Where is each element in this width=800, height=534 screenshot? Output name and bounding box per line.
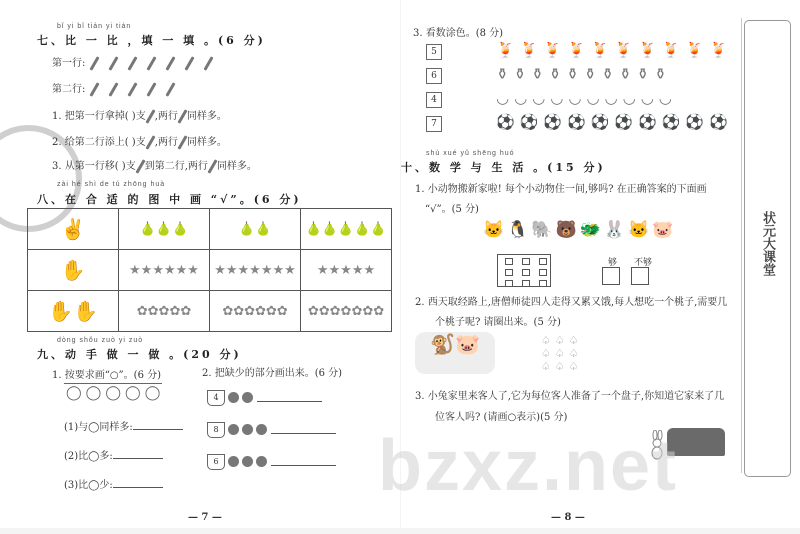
basket-number: 6 xyxy=(207,454,225,470)
q-text: (2)比 xyxy=(64,451,89,462)
row2-label: 第二行: xyxy=(52,84,86,95)
basket-number: 8 xyxy=(207,422,225,438)
grid-cell[interactable]: ★★★★★ xyxy=(301,250,392,291)
not-enough-checkbox[interactable] xyxy=(631,267,649,285)
count-box: 6 xyxy=(426,68,442,84)
colorable-icons-row[interactable]: 🍹🍹🍹🍹🍹🍹🍹🍹🍹🍹 xyxy=(496,41,733,59)
grid-cell[interactable]: ✿✿✿✿✿✿ xyxy=(210,291,301,332)
s9-q1: 1. 按要求画“○”。(6 分) xyxy=(52,370,162,381)
pencil-icon xyxy=(109,56,119,70)
answer-blank[interactable] xyxy=(271,455,336,466)
apple-icon xyxy=(228,456,239,467)
pencil-icon xyxy=(128,56,138,70)
grid-cell[interactable]: 🍐🍐🍐 xyxy=(119,209,210,250)
grid-row xyxy=(28,209,392,250)
answer-blank[interactable] xyxy=(133,419,183,430)
lantern-icon: ◯ xyxy=(66,385,86,401)
q-text: (1)与 xyxy=(64,422,89,433)
pencil-icon xyxy=(185,56,195,70)
s9-title: 九、动 手 做 一 做 。(20 分) xyxy=(37,348,242,361)
s9-q1c xyxy=(64,476,163,491)
lantern-icon: ◯ xyxy=(85,385,106,401)
hand-icon: ✋ xyxy=(28,250,119,291)
q-text: 同样多。 xyxy=(186,111,227,122)
count-box: 4 xyxy=(426,92,442,108)
lantern-row xyxy=(66,385,164,401)
s10-q2b: 个桃子呢? 请圈出来。(5 分) xyxy=(435,317,561,328)
grid-cell[interactable]: ★★★★★★★ xyxy=(210,250,301,291)
peaches-illustration: ♤♤♤ ♤♤♤ ♤♤♤ xyxy=(541,334,583,373)
enough-label: 够 xyxy=(608,258,618,268)
basket-item xyxy=(207,419,336,438)
s10-q2: 2. 西天取经路上,唐僧师徒四人走得又累又饿,每人想吃一个桃子,需要几 xyxy=(415,297,728,308)
pencil-icon xyxy=(109,82,119,96)
animals-illustration: 🐱🐧🐘🐻🐲🐰🐱🐷 xyxy=(483,220,677,240)
grid-cell[interactable]: 🍐🍐 xyxy=(210,209,301,250)
color-title: 3. 看数涂色。(8 分) xyxy=(413,28,504,39)
s9-pinyin: dòng shǒu zuò yi zuò xyxy=(57,337,144,344)
s7-q1 xyxy=(52,107,227,124)
left-page xyxy=(0,0,400,528)
count-box: 5 xyxy=(426,44,442,60)
q-text: ,两行 xyxy=(154,111,178,122)
colorable-icons-row[interactable]: ⚽⚽⚽⚽⚽⚽⚽⚽⚽⚽ xyxy=(496,113,733,131)
brand-logo: 状元大课堂 xyxy=(760,211,775,276)
colorable-icons-row[interactable]: ⚱⚱⚱⚱⚱⚱⚱⚱⚱⚱ xyxy=(496,65,672,83)
s7-title: 七、比 一 比 ，填 一 填 。(6 分) xyxy=(37,34,266,47)
q-text: 到第二行,两行 xyxy=(144,161,208,172)
s8-title: 八、在 合 适 的 图 中 画 “√”。(6 分) xyxy=(37,193,302,206)
pencil-icon xyxy=(128,82,138,96)
apple-icon xyxy=(242,456,253,467)
q-text: 3. 从第一行移( )支 xyxy=(52,161,136,172)
s10-q1: 1. 小动物搬新家啦! 每个小动物住一间,够吗? 在正确答案的下面画 xyxy=(415,184,707,195)
lantern-icon: ◯ xyxy=(105,385,126,401)
q-text: 同样多。 xyxy=(216,161,257,172)
q-text: 同样多: xyxy=(99,422,133,433)
side-panel xyxy=(744,20,791,477)
grid-row xyxy=(28,291,392,332)
check-grid xyxy=(27,208,392,332)
q-text: 2. 给第二行添上( )支 xyxy=(52,137,146,148)
house-rooms xyxy=(497,254,551,287)
grid-cell[interactable]: ✿✿✿✿✿✿✿ xyxy=(301,291,392,332)
row1 xyxy=(52,54,218,71)
grid-row xyxy=(28,250,392,291)
q-text: 1. 把第一行拿掉( )支 xyxy=(52,111,146,122)
pencil-icon xyxy=(166,82,176,96)
pencil-icon xyxy=(90,56,100,70)
lantern-icon: ◯ xyxy=(88,422,100,433)
s10-title: 十、数 学 与 生 活 。(15 分) xyxy=(401,161,606,174)
apple-icon xyxy=(242,424,253,435)
q-text: 少: xyxy=(99,480,113,491)
s7-q2 xyxy=(52,133,227,150)
not-enough-label: 不够 xyxy=(634,258,653,268)
apple-icon xyxy=(228,424,239,435)
pilgrims-illustration: 🐒🐷 xyxy=(415,332,495,374)
s8-pinyin: zài hé shì de tú zhōng huà xyxy=(57,181,166,188)
apple-icon xyxy=(242,392,253,403)
basket-item xyxy=(207,451,336,470)
apple-icon xyxy=(256,456,267,467)
basket-item xyxy=(207,387,322,406)
lantern-icon: ◯ xyxy=(88,480,100,491)
answer-blank[interactable] xyxy=(271,423,336,434)
s9-q1b xyxy=(64,447,163,462)
pencil-icon xyxy=(147,56,157,70)
watermark: bzxz.net xyxy=(378,426,679,506)
s10-q1b: “√”。(5 分) xyxy=(425,204,479,215)
answer-blank[interactable] xyxy=(257,391,322,402)
s7-pinyin: bǐ yi bǐ tián yi tián xyxy=(57,23,132,30)
s7-q3 xyxy=(52,157,257,174)
s10-q3b: 位客人吗? (请画○表示)(5 分) xyxy=(435,412,568,423)
s10-pinyin: shù xué yǔ shēng huó xyxy=(426,150,515,157)
pencil-icon xyxy=(204,56,214,70)
lantern-string xyxy=(64,383,162,384)
hand-icon: ✌ xyxy=(28,209,119,250)
colorable-icons-row[interactable]: ◡◡◡◡◡◡◡◡◡◡ xyxy=(496,89,677,107)
apple-icon xyxy=(228,392,239,403)
answer-blank[interactable] xyxy=(113,448,163,459)
lantern-icon: ◯ xyxy=(144,385,165,401)
binding-line xyxy=(741,18,742,473)
grid-cell[interactable]: ✿✿✿✿✿ xyxy=(119,291,210,332)
lantern-icon: ◯ xyxy=(88,451,100,462)
pencil-icon-row xyxy=(85,58,218,69)
lantern-icon: ◯ xyxy=(125,385,145,401)
q-text: ,两行 xyxy=(154,137,178,148)
pencil-icon xyxy=(166,56,176,70)
grid-cell[interactable]: ★★★★★★ xyxy=(119,250,210,291)
count-box: 7 xyxy=(426,116,442,132)
q-text: 多: xyxy=(99,451,113,462)
s10-q3: 3. 小兔家里来客人了,它为每位客人准备了一个盘子,你知道它家来了几 xyxy=(415,391,725,402)
enough-checkbox[interactable] xyxy=(602,267,620,285)
pencil-icon xyxy=(90,82,100,96)
q-text: (3)比 xyxy=(64,480,89,491)
s9-q1a xyxy=(64,418,183,433)
q-text: 同样多。 xyxy=(186,137,227,148)
answer-blank[interactable] xyxy=(113,477,163,488)
page-number-8: — 8 — xyxy=(551,512,585,523)
row1-label: 第一行: xyxy=(52,58,86,69)
page-number-7: — 7 — xyxy=(188,512,222,523)
pencil-icon-row xyxy=(85,84,180,95)
grid-cell[interactable]: 🍐🍐🍐🍐🍐 xyxy=(301,209,392,250)
hand-icon: ✋✋ xyxy=(28,291,119,332)
s9-q2: 2. 把缺少的部分画出来。(6 分) xyxy=(202,368,343,379)
basket-number: 4 xyxy=(207,390,225,406)
pencil-icon xyxy=(147,82,157,96)
row2 xyxy=(52,80,180,97)
apple-icon xyxy=(256,424,267,435)
